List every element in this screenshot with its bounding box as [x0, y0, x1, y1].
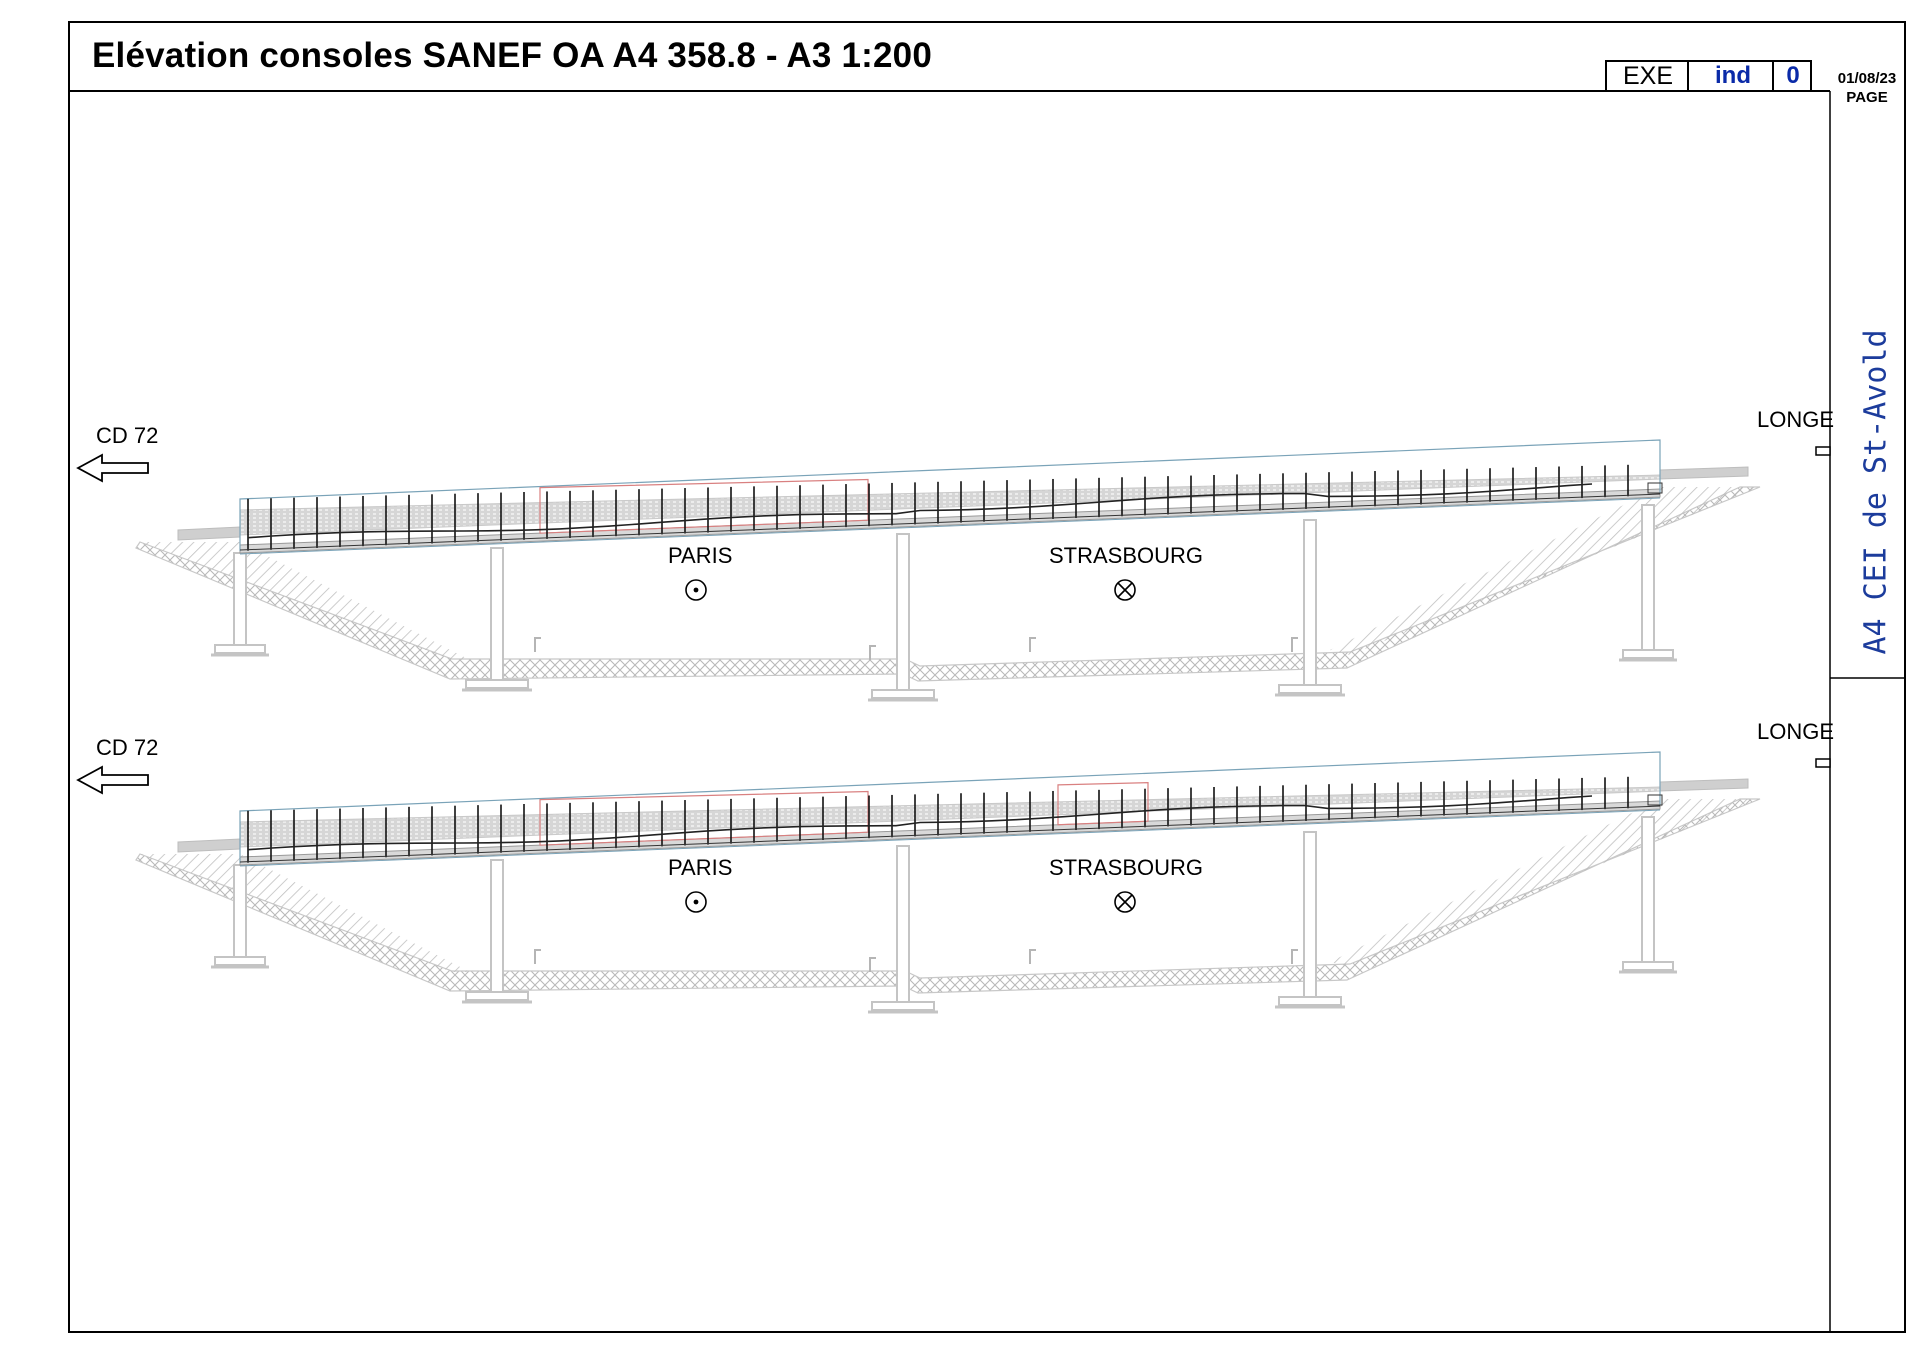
pier-2-footing: [872, 1002, 934, 1010]
road-label-cd72: CD 72: [96, 423, 159, 448]
light-post: [535, 950, 541, 964]
right-slope: [1330, 799, 1760, 967]
pier-1-footing: [466, 992, 528, 1000]
elevation-view-2: [78, 752, 1830, 1012]
light-post: [1292, 638, 1298, 652]
away-viewer-cross: [1118, 895, 1132, 909]
abutment-right-column: [1642, 817, 1654, 964]
light-post: [1030, 638, 1036, 652]
road-label-cd72: CD 72: [96, 735, 159, 760]
pier-1-footing: [466, 680, 528, 688]
away-viewer-cross: [1118, 583, 1132, 597]
abutment-right-footing: [1623, 650, 1673, 658]
right-approach-road: [1660, 779, 1748, 791]
pier-1-column: [491, 860, 503, 994]
abutment-left-column: [234, 865, 246, 959]
right-road-label: LONGE: [1757, 719, 1835, 744]
direction-strasbourg-label: STRASBOURG: [1049, 543, 1204, 568]
left-approach-road: [178, 839, 240, 852]
pier-3-footing: [1279, 685, 1341, 693]
page-label: PAGE: [1846, 89, 1888, 106]
date-label: 01/08/23: [1837, 70, 1897, 87]
pier-2-column: [897, 534, 909, 692]
abutment-right-footing: [1623, 962, 1673, 970]
abutment-left-footing: [215, 645, 265, 653]
drawing-title: Elévation consoles SANEF OA A4 358.8 - A3 1:200: [92, 36, 932, 75]
abutment-right-column: [1642, 505, 1654, 652]
light-post: [1030, 950, 1036, 964]
abutment-left-column: [234, 553, 246, 647]
left-slope: [140, 542, 470, 660]
light-post: [535, 638, 541, 652]
direction-arrow-left: [78, 767, 148, 793]
pier-3-column: [1304, 520, 1316, 687]
pier-3-column: [1304, 832, 1316, 999]
right-road-label: LONGE: [1757, 407, 1835, 432]
road-marker-right: [1816, 447, 1830, 455]
light-post: [1292, 950, 1298, 964]
phase-label: EXE: [1622, 62, 1674, 90]
pier-3-footing: [1279, 997, 1341, 1005]
direction-arrow-left: [78, 455, 148, 481]
abutment-left-footing: [215, 957, 265, 965]
direction-paris-label: PARIS: [668, 855, 733, 880]
direction-strasbourg-label: STRASBOURG: [1049, 855, 1204, 880]
index-label: ind: [1715, 62, 1751, 89]
left-approach-road: [178, 527, 240, 540]
index-value: 0: [1786, 62, 1800, 89]
elevation-view-1: [78, 440, 1830, 700]
right-approach-road: [1660, 467, 1748, 479]
toward-viewer-dot: [694, 588, 699, 593]
direction-paris-label: PARIS: [668, 543, 733, 568]
pier-1-column: [491, 548, 503, 682]
toward-viewer-dot: [694, 900, 699, 905]
site-vertical-label: A4 CEI de St-Avold: [1858, 329, 1894, 655]
right-slope: [1330, 487, 1760, 655]
pier-2-footing: [872, 690, 934, 698]
road-marker-right: [1816, 759, 1830, 767]
pier-2-column: [897, 846, 909, 1004]
light-post: [870, 958, 876, 972]
light-post: [870, 646, 876, 660]
left-slope: [140, 854, 470, 972]
